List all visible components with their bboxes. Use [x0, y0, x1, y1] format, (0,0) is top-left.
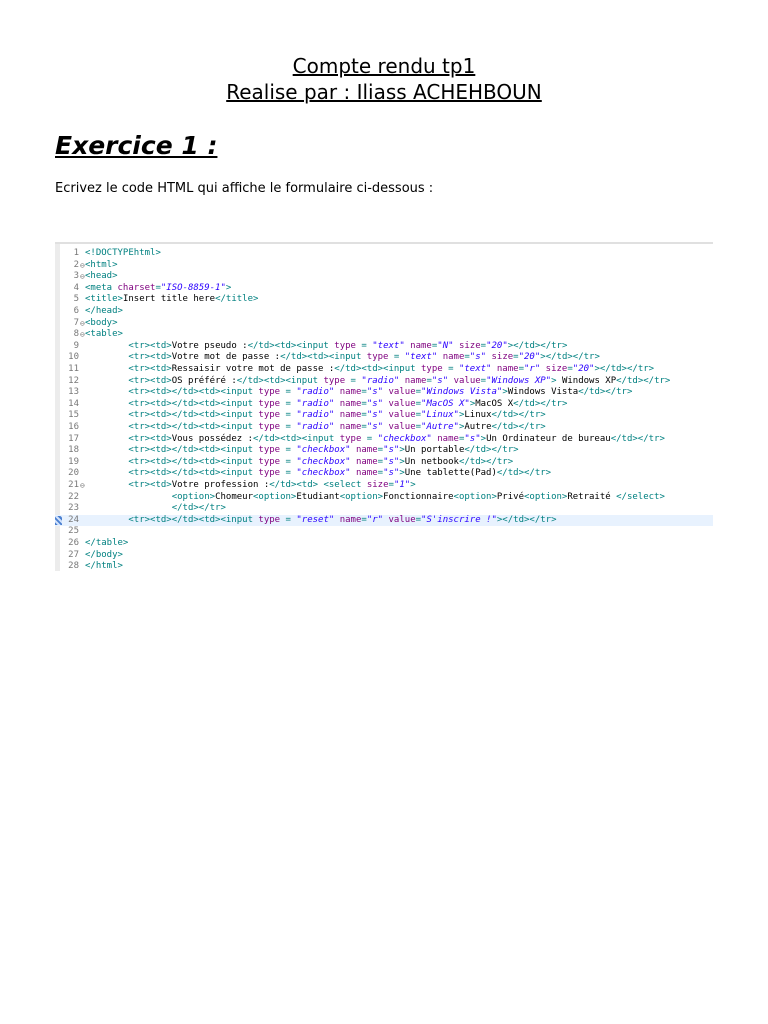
line-number: 7 — [73, 317, 79, 328]
line-number: 4 — [73, 282, 79, 293]
line-number: 8 — [73, 329, 79, 340]
line-number: 24 — [68, 514, 79, 525]
document-title: Compte rendu tp1 — [292, 54, 476, 78]
code-text: <meta charset="ISO-8859-1"> — [85, 282, 232, 293]
code-text: <tr><td>Votre pseudo :</td><td><input type = "text" name="N" size="20"></td></tr> — [128, 340, 568, 351]
line-number: 28 — [68, 561, 79, 571]
code-line — [55, 364, 713, 376]
line-number: 26 — [68, 538, 79, 548]
code-line — [55, 492, 713, 504]
code-text: <head> — [85, 271, 118, 282]
code-text: </td></tr> — [171, 503, 226, 514]
line-number: 21 — [68, 480, 79, 490]
code-text: <table> — [85, 329, 123, 340]
code-line — [55, 387, 713, 399]
code-line — [55, 306, 713, 318]
code-text: <html> — [85, 259, 118, 270]
code-line — [55, 283, 713, 295]
code-text: </html> — [85, 561, 123, 571]
code-text: <tr><td></td><td><input type = "radio" name="s" value="Windows Vista">Windows Vista</td></tr> — [128, 387, 633, 398]
code-line — [55, 434, 713, 446]
fold-icon[interactable]: ⊖ — [80, 318, 85, 328]
line-number: 20 — [68, 468, 79, 479]
line-number: 1 — [73, 248, 79, 258]
line-number: 11 — [68, 364, 79, 374]
line-number: 6 — [73, 306, 79, 316]
code-line — [55, 468, 713, 480]
line-number: 13 — [68, 387, 79, 398]
code-line — [55, 376, 713, 388]
code-line — [55, 503, 713, 515]
code-text: </head> — [85, 306, 123, 316]
line-number: 12 — [68, 375, 79, 386]
code-line — [55, 341, 713, 353]
code-line — [55, 260, 713, 272]
code-text: <title>Insert title here</title> — [85, 294, 259, 305]
code-line — [55, 457, 713, 469]
code-text: <tr><td></td><td><input type = "checkbox" name="s">Un portable</td></tr> — [128, 445, 519, 456]
code-line — [55, 445, 713, 457]
line-number: 23 — [68, 503, 79, 514]
line-number: 3 — [73, 271, 79, 282]
line-number: 10 — [68, 352, 79, 363]
exercise-heading: Exercice 1 : — [55, 131, 218, 160]
exercise-instruction: Ecrivez le code HTML qui affiche le formulaire ci-dessous : — [55, 181, 434, 196]
fold-icon[interactable]: ⊖ — [80, 330, 85, 340]
code-text: <tr><td></td><td><input type = "checkbox" name="s">Un netbook</td></tr> — [128, 456, 514, 467]
line-number: 25 — [68, 526, 79, 537]
line-number: 5 — [73, 294, 79, 305]
code-text: </table> — [85, 538, 129, 548]
line-number: 9 — [73, 340, 79, 351]
code-text: <tr><td></td><td><input type = "radio" name="s" value="Linux">Linux</td></tr> — [128, 410, 546, 421]
code-line — [55, 515, 713, 527]
code-text: <tr><td></td><td><input type = "checkbox" name="s">Une tablette(Pad)</td></tr> — [128, 468, 552, 479]
line-number: 22 — [68, 491, 79, 502]
code-line — [55, 318, 713, 330]
code-line — [55, 526, 713, 538]
code-line — [55, 248, 713, 260]
line-number: 16 — [68, 422, 79, 432]
code-text: </body> — [85, 549, 123, 560]
document-author: Realise par : Iliass ACHEHBOUN — [226, 80, 542, 104]
fold-icon[interactable]: ⊖ — [80, 272, 85, 282]
code-line — [55, 538, 713, 550]
code-line — [55, 271, 713, 283]
code-text: <tr><td>OS préféré :</td><td><input type = "radio" name="s" value="Windows XP"> Windows XP</td></tr> — [128, 375, 671, 386]
line-number: 14 — [68, 398, 79, 409]
code-text: <tr><td>Votre profession :</td><td> <select size="1"> — [128, 480, 416, 490]
line-number: 19 — [68, 456, 79, 467]
code-line — [55, 561, 713, 571]
line-number: 17 — [68, 433, 79, 444]
code-line — [55, 352, 713, 364]
code-text: <!DOCTYPEhtml> — [85, 248, 161, 258]
code-text: <tr><td></td><td><input type = "radio" name="s" value="MacOS X">MacOS X</td></tr> — [128, 398, 568, 409]
fold-icon[interactable]: ⊖ — [80, 260, 85, 270]
code-text: <tr><td></td><td><input type = "reset" name="r" value="S'inscrire !"></td></tr> — [128, 514, 557, 525]
code-text: <tr><td>Votre mot de passe :</td><td><input type = "text" name="s" size="20"></td></tr> — [128, 352, 600, 363]
line-number: 15 — [68, 410, 79, 421]
code-text: <tr><td>Vous possédez :</td><td><input type = "checkbox" name="s">Un Ordinateur de bureau</td></tr> — [128, 433, 665, 444]
code-line — [55, 410, 713, 422]
code-text: <tr><td>Ressaisir votre mot de passe :</td><td><input type = "text" name="r" size="20"></td></tr> — [128, 364, 655, 374]
code-line — [55, 480, 713, 492]
line-number: 2 — [73, 259, 79, 270]
fold-icon[interactable]: ⊖ — [80, 481, 85, 490]
code-text: <body> — [85, 317, 118, 328]
code-editor-screenshot — [55, 242, 713, 571]
code-text: <option>Chomeur<option>Etudiant<option>Fonctionnaire<option>Privé<option>Retraité </select> — [171, 491, 665, 502]
code-line — [55, 399, 713, 411]
code-line — [55, 294, 713, 306]
code-line — [55, 550, 713, 562]
code-line — [55, 329, 713, 341]
code-line — [55, 422, 713, 434]
line-number: 18 — [68, 445, 79, 456]
line-number: 27 — [68, 549, 79, 560]
code-text: <tr><td></td><td><input type = "radio" name="s" value="Autre">Autre</td></tr> — [128, 422, 546, 432]
